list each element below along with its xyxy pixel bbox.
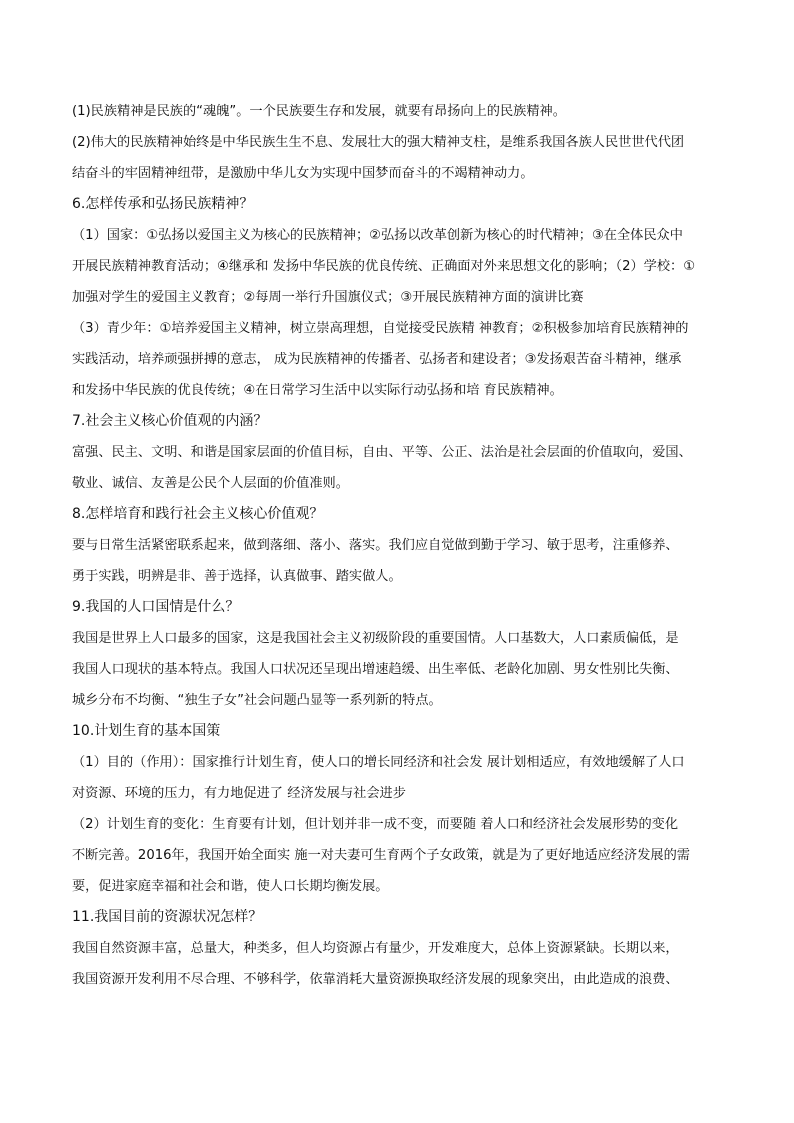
text-line: 要与日常生活紧密联系起来，做到落细、落小、落实。我们应自觉做到勤于学习、敏于思考，注重修养、 (72, 538, 679, 553)
text-line: 对资源、环境的压力，有力地促进了 经济发展与社会进步 (72, 786, 406, 801)
text-line: 开展民族精神教育活动；④继承和 发扬中华民族的优良传统、正确面对外来思想文化的影响；（2）学校：① (72, 259, 696, 274)
text-line: 不断完善。2016年，我国开始全面实 施一对夫妻可生育两个子女政策，就是为了更好地适应经济发展的需 (72, 848, 690, 863)
text-line: 结奋斗的牢固精神纽带，是激励中华儿女为实现中国梦而奋斗的不竭精神动力。 (72, 166, 534, 181)
question-heading: 10.计划生育的基本国策 (72, 723, 221, 739)
text-line: 我国是世界上人口最多的国家，这是我国社会主义初级阶段的重要国情。人口基数大，人口素质偏低，是 (72, 631, 679, 646)
text-line: （3）青少年：①培养爱国主义精神，树立崇高理想，自觉接受民族精 神教育；②积极参加培育民族精神的 (72, 321, 689, 336)
text-line: (2)伟大的民族精神始终是中华民族生生不息、发展壮大的强大精神支柱，是维系我国各族人民世世代代团 (72, 135, 685, 150)
text-line: 富强、民主、文明、和谐是国家层面的价值目标，自由、平等、公正、法治是社会层面的价值取向，爱国、 (72, 445, 692, 460)
question-heading: 7.社会主义核心价值观的内涵？ (72, 413, 268, 429)
text-line: （2）计划生育的变化：生育要有计划，但计划并非一成不变，而要随 着人口和经济社会发展形势的变化 (72, 817, 679, 832)
document-page (72, 96, 724, 995)
text-line: 我国资源开发利用不尽合理、不够科学，依靠消耗大量资源换取经济发展的现象突出，由此造成的浪费、 (72, 972, 679, 987)
text-line: 和发扬中华民族的优良传统；④在日常学习生活中以实际行动弘扬和培 育民族精神。 (72, 383, 563, 398)
text-line: 加强对学生的爱国主义教育；②每周一举行升国旗仪式；③开展民族精神方面的演讲比赛 (72, 290, 584, 305)
text-line: 勇于实践，明辨是非、善于选择，认真做事、踏实做人。 (72, 569, 402, 584)
text-line: 敬业、诚信、友善是公民个人层面的价值准则。 (72, 476, 349, 491)
text-line: 我国自然资源丰富，总量大，种类多，但人均资源占有量少，开发难度大，总体上资源紧缺。长期以来， (72, 941, 679, 956)
question-heading: 11.我国目前的资源状况怎样？ (72, 909, 263, 925)
text-line: (1)民族精神是民族的“魂魄”。一个民族要生存和发展，就要有昂扬向上的民族精神。 (72, 104, 566, 119)
question-heading: 8.怎样培育和践行社会主义核心价值观？ (72, 506, 324, 522)
text-line: 城乡分布不均衡、“独生子女”社会问题凸显等一系列新的特点。 (72, 693, 442, 708)
text-line: 我国人口现状的基本特点。我国人口状况还呈现出增速趋缓、出生率低、老龄化加剧、男女性别比失衡、 (72, 662, 679, 677)
question-heading: 9.我国的人口国情是什么？ (72, 599, 240, 615)
text-line: （1）国家：①弘扬以爱国主义为核心的民族精神；②弘扬以改革创新为核心的时代精神；③在全体民众中 (72, 228, 683, 243)
text-line: （1）目的（作用）：国家推行计划生育，使人口的增长同经济和社会发 展计划相适应，有效地缓解了人口 (72, 755, 685, 770)
text-line: 实践活动，培养顽强拼搏的意志， 成为民族精神的传播者、弘扬者和建设者；③发扬艰苦奋斗精神，继承 (72, 352, 682, 367)
text-line: 要，促进家庭幸福和社会和谐，使人口长期均衡发展。 (72, 879, 389, 894)
question-heading: 6.怎样传承和弘扬民族精神？ (72, 196, 254, 212)
